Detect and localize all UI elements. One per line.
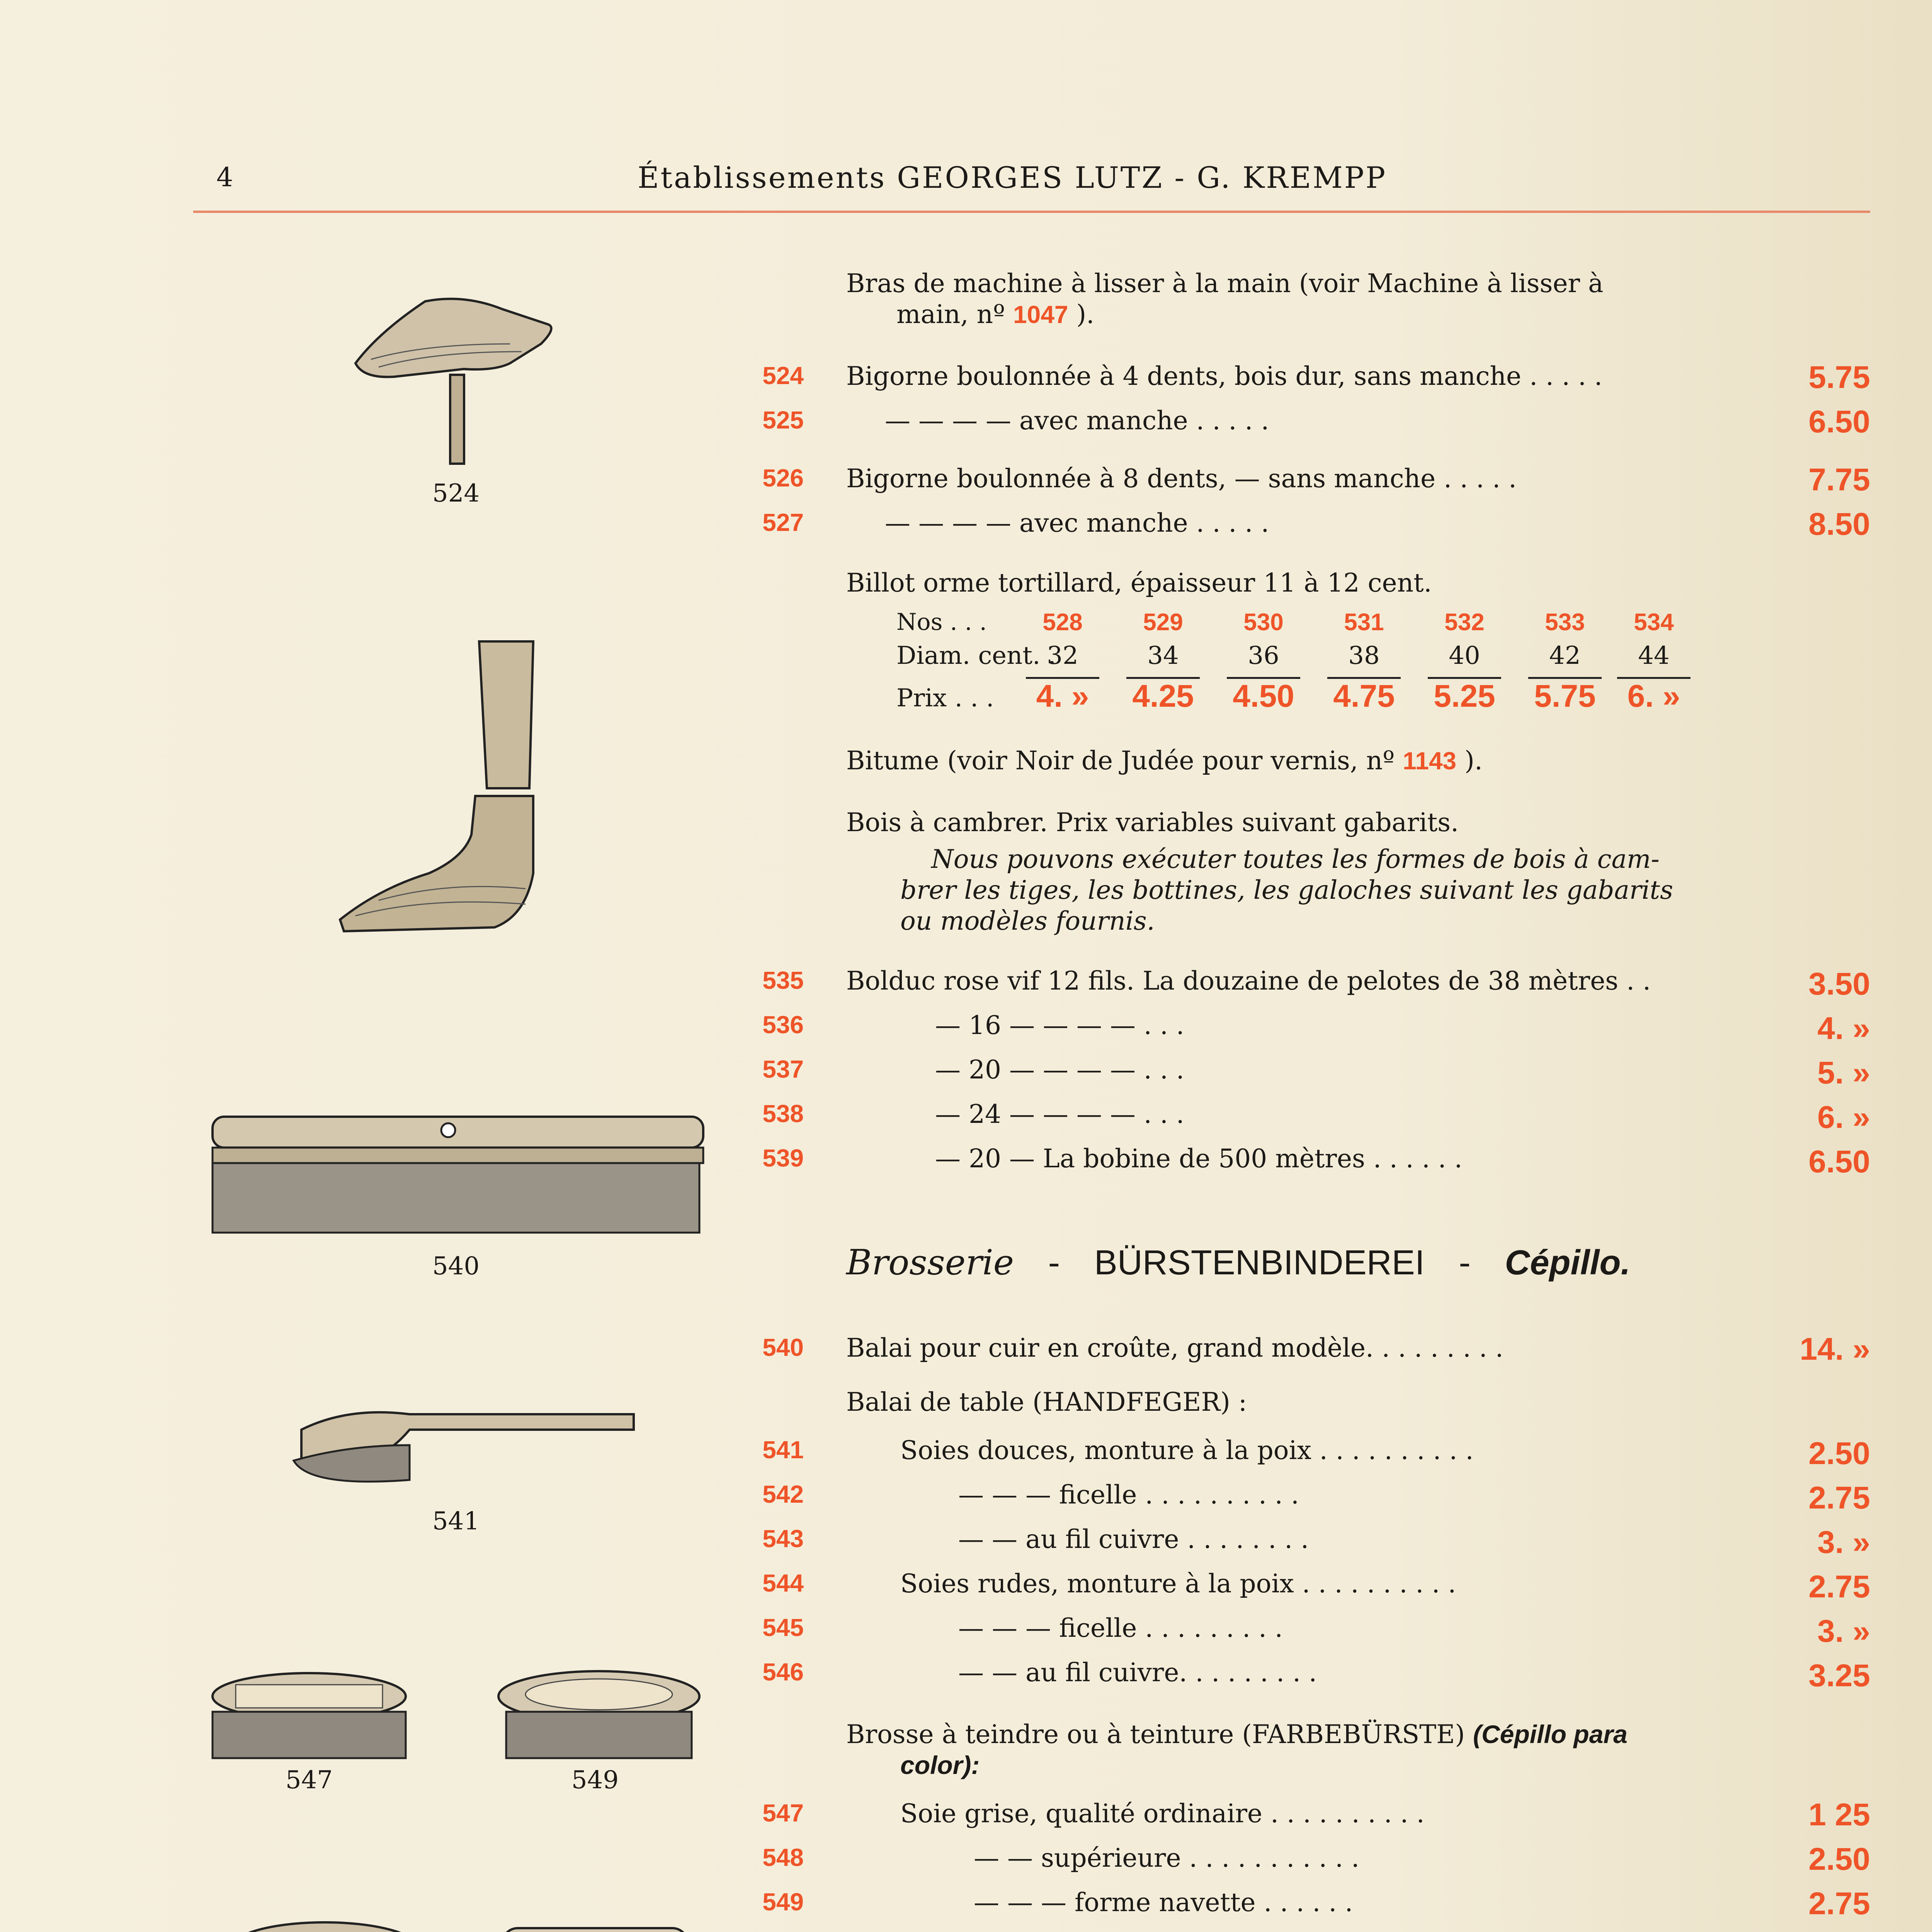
entry-description: Soie grise, qualité ordinaire . . . . . . . . . . [900, 1799, 1425, 1828]
entry-number: 536 [762, 1011, 804, 1039]
billot-diam-cell: 32 [1047, 641, 1078, 670]
section-separator: - [1459, 1242, 1471, 1283]
entry-price: 3. » [1817, 1614, 1870, 1649]
entry-bras-end: ). [1076, 299, 1095, 329]
billot-row-label-diam: Diam. cent. . [896, 641, 1056, 670]
billot-diam-cell: 38 [1348, 641, 1380, 670]
entry-description: — 20 — La bobine de 500 mètres . . . . . . [935, 1144, 1463, 1173]
billot-diam-cell: 36 [1248, 641, 1279, 670]
billot-nos-cell: 529 [1143, 609, 1183, 636]
leather-broom-illustration [209, 1109, 711, 1240]
entry-description: Soies rudes, monture à la poix . . . . . . . . . . [900, 1569, 1456, 1599]
entry-description: — 16 — — — — . . . [935, 1010, 1184, 1040]
entry-number: 544 [762, 1569, 804, 1597]
entry-bois-note: brer les tiges, les bottines, les galoches suivant les gabarits [900, 875, 1673, 905]
billot-prix-cell: 4.25 [1132, 679, 1194, 714]
anvil-illustration [348, 286, 564, 471]
entry-bras-line1: Bras de machine à lisser à la main (voir Machine à lisser à [846, 269, 1604, 298]
entry-number: 540 [762, 1333, 804, 1361]
header-rule [193, 211, 1870, 213]
billot-diam-cell: 34 [1147, 641, 1179, 670]
entry-number: 524 [762, 362, 804, 389]
entry-number: 545 [762, 1614, 804, 1641]
billot-prix-cell: 5.75 [1534, 679, 1596, 714]
entry-number: 542 [762, 1480, 804, 1508]
entry-number: 549 [762, 1888, 804, 1916]
figure-label: 524 [432, 479, 480, 508]
billot-prix-cell: 4.50 [1233, 679, 1294, 714]
billot-nos-cell: 528 [1043, 609, 1083, 636]
entry-bitume-text: Bitume (voir Noir de Judée pour vernis, nº [846, 746, 1395, 776]
entry-price: 5.75 [1808, 360, 1870, 395]
entry-number: 543 [762, 1525, 804, 1553]
entry-number: 547 [762, 1799, 804, 1827]
entry-description: — 24 — — — — . . . [935, 1099, 1184, 1129]
billot-diam-cell: 40 [1449, 641, 1480, 670]
entry-brosse-teindre-line2: color): [900, 1751, 980, 1779]
dye-brush-547-illustration [209, 1665, 410, 1766]
billot-row-label-nos: Nos . . . [896, 609, 987, 636]
section-heading-french: Brosserie [846, 1242, 1014, 1283]
entry-price: 6. » [1817, 1100, 1870, 1135]
entry-bras-line2 [896, 299, 1094, 329]
billot-prix-cell: 6. » [1627, 679, 1680, 714]
entry-price: 2.75 [1808, 1886, 1870, 1921]
entry-description: — — — ficelle . . . . . . . . . [958, 1613, 1283, 1643]
entry-bitume-ref: 1143 [1403, 747, 1457, 775]
entry-price: 3. » [1817, 1525, 1870, 1560]
entry-number: 548 [762, 1844, 804, 1871]
entry-bois: Bois à cambrer. Prix variables suivant gabarits. [846, 808, 1459, 837]
entry-price: 5. » [1817, 1055, 1870, 1090]
table-broom-illustration [286, 1399, 641, 1492]
billot-diam-cell: 44 [1638, 641, 1670, 670]
entry-number: 526 [762, 464, 804, 492]
entry-bois-note: Nous pouvons exécuter toutes les formes de bois à cam- [931, 844, 1660, 874]
entry-price: 2.50 [1808, 1436, 1870, 1471]
entry-brosse-teindre-spanish: (Cépillo para [1473, 1720, 1628, 1748]
page-number: 4 [216, 162, 233, 193]
boot-tree-illustration [332, 634, 564, 943]
entry-description: — — au fil cuivre. . . . . . . . . [958, 1658, 1317, 1687]
entry-description: Soies douces, monture à la poix . . . . . . . . . . [900, 1435, 1474, 1465]
entry-bitume [846, 746, 1483, 776]
entry-description: — — — — avec manche . . . . . [885, 508, 1269, 538]
entry-description: — 20 — — — — . . . [935, 1055, 1184, 1085]
billot-prix-cell: 5.25 [1434, 679, 1495, 714]
entry-balai-table: Balai de table (HANDFEGER) : [846, 1387, 1247, 1417]
entry-description: — — — — avec manche . . . . . [885, 406, 1269, 435]
billot-nos-cell: 530 [1243, 609, 1284, 636]
entry-number: 527 [762, 509, 804, 536]
billot-nos-cell: 533 [1545, 609, 1585, 636]
dye-brush-549-illustration [495, 1665, 703, 1766]
billot-prix-cell: 4. » [1036, 679, 1089, 714]
figure-label: 540 [432, 1252, 480, 1281]
billot-nos-cell: 531 [1344, 609, 1384, 636]
dye-brush-550-illustration [228, 1917, 421, 1932]
section-heading-spanish: Cépillo. [1505, 1243, 1631, 1282]
billot-nos-cell: 532 [1444, 609, 1485, 636]
entry-description: — — — ficelle . . . . . . . . . . [958, 1480, 1299, 1510]
entry-number: 541 [762, 1436, 804, 1464]
entry-price: 2.50 [1808, 1842, 1870, 1877]
entry-price: 8.50 [1808, 507, 1870, 542]
entry-description: — — au fil cuivre . . . . . . . . [958, 1524, 1309, 1554]
figure-label: 541 [432, 1507, 480, 1536]
entry-bois-note: ou modèles fournis. [900, 906, 1155, 936]
potash-brush-551-illustration [498, 1920, 692, 1932]
entry-description: — — supérieure . . . . . . . . . . . [974, 1843, 1360, 1873]
entry-price: 6.50 [1808, 1144, 1870, 1179]
entry-price: 2.75 [1808, 1480, 1870, 1515]
entry-bras-ref: 1047 [1013, 301, 1068, 328]
billot-prix-cell: 4.75 [1333, 679, 1395, 714]
section-separator: - [1048, 1242, 1060, 1283]
figure-label: 547 [285, 1766, 333, 1794]
entry-price: 1 25 [1808, 1797, 1870, 1832]
billot-row-label-prix: Prix . . . [896, 684, 994, 713]
entry-number: 546 [762, 1658, 804, 1686]
entry-description: Bigorne boulonnée à 4 dents, bois dur, sans manche . . . . . [846, 361, 1602, 391]
entry-billot: Billot orme tortillard, épaisseur 11 à 12 cent. [846, 568, 1432, 598]
entry-bras-text: main, nº [896, 299, 1005, 329]
entry-number: 525 [762, 406, 804, 434]
entry-bitume-end: ). [1464, 746, 1483, 776]
entry-description: — — — forme navette . . . . . . [974, 1888, 1353, 1917]
entry-description: Bolduc rose vif 12 fils. La douzaine de pelotes de 38 mètres . . [846, 966, 1651, 996]
entry-price: 14. » [1799, 1332, 1870, 1367]
figure-label: 549 [571, 1766, 619, 1794]
billot-diam-cell: 42 [1549, 641, 1581, 670]
entry-price: 4. » [1817, 1011, 1870, 1046]
entry-brosse-teindre [846, 1719, 1628, 1749]
entry-price: 3.25 [1808, 1658, 1870, 1693]
entry-number: 535 [762, 966, 804, 994]
entry-number: 539 [762, 1144, 804, 1172]
page-title: Établissements GEORGES LUTZ - G. KREMPP [638, 160, 1387, 195]
entry-description: Balai pour cuir en croûte, grand modèle. . . . . . . . . [846, 1333, 1503, 1363]
entry-price: 3.50 [1808, 966, 1870, 1002]
entry-price: 6.50 [1808, 404, 1870, 439]
entry-number: 537 [762, 1055, 804, 1083]
entry-price: 7.75 [1808, 462, 1870, 497]
entry-price: 2.75 [1808, 1569, 1870, 1604]
section-heading [846, 1242, 1631, 1283]
entry-description: Bigorne boulonnée à 8 dents, — sans manche . . . . . [846, 464, 1517, 493]
billot-nos-cell: 534 [1634, 609, 1674, 636]
section-heading-german: BÜRSTENBINDEREI [1094, 1243, 1425, 1282]
entry-brosse-teindre-text: Brosse à teindre ou à teinture (FARBEBÜRSTE) [846, 1719, 1465, 1749]
entry-number: 538 [762, 1100, 804, 1128]
